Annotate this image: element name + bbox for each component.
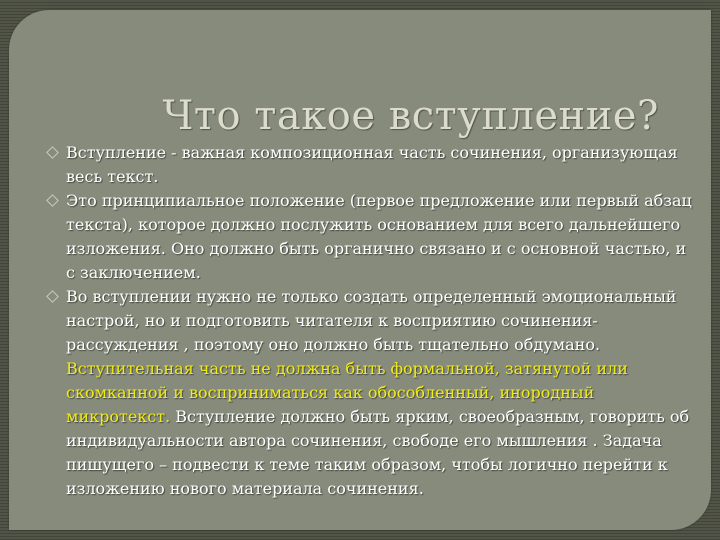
- bullet-item: [48, 141, 696, 189]
- diamond-bullet-icon: [46, 146, 59, 159]
- diamond-bullet-icon: [46, 290, 59, 303]
- bullet-list: [48, 141, 696, 501]
- bullet-text: Вступление должно быть ярким, своеобразным, говорить об индивидуальности автора сочинения, свободе его мышления . Задача пишущего – подвести к теме таким образом, чтобы логично перейти к изложению нового материала сочинения.: [66, 407, 690, 498]
- diamond-bullet-icon: [46, 194, 59, 207]
- bullet-text: Это принципиальное положение (первое предложение или первый абзац текста), которое должно послужить основанием для всего дальнейшего изложения. Оно должно быть органично связано и с основной частью, и с заключением.: [66, 191, 692, 282]
- bullet-text: Во вступлении нужно не только создать определенный эмоциональный настрой, но и подготовить читателя к восприятию сочинения-рассуждения , поэтому оно должно быть тщательно обдумано.: [66, 287, 677, 354]
- bullet-item: [48, 285, 696, 501]
- highlighted-text: Вступительная часть не должна быть формальной, затянутой или скомканной и восприниматься как обособленный, инородный микротекст.: [66, 359, 628, 426]
- bullet-text: Вступление - важная композиционная часть сочинения, организующая весь текст.: [66, 143, 678, 186]
- slide-title: Что такое вступление?: [162, 92, 659, 139]
- bullet-item: [48, 189, 696, 285]
